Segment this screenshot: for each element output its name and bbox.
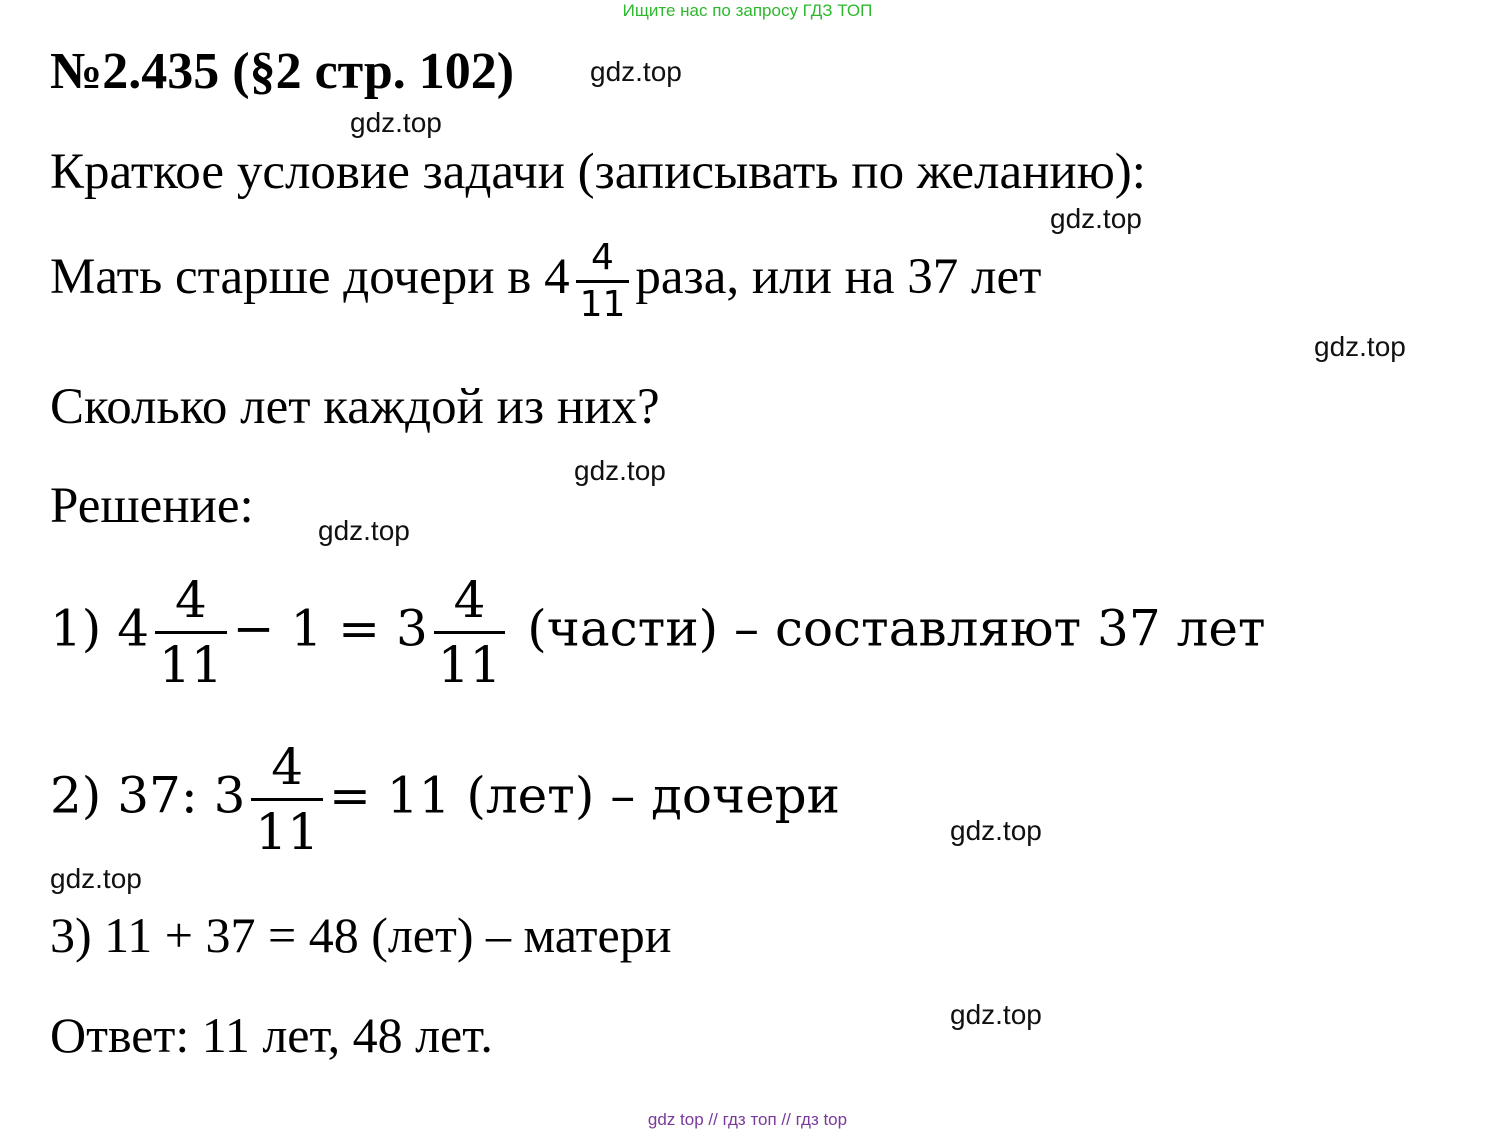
fraction-bar bbox=[434, 631, 506, 634]
step1-fraction-1 bbox=[155, 571, 227, 694]
fraction-bar bbox=[251, 798, 323, 801]
watermark: gdz.top bbox=[574, 455, 666, 486]
fraction-numerator: 4 bbox=[591, 237, 614, 278]
step2-suffix: = 11 (лет) – дочери bbox=[329, 766, 841, 825]
condition-heading: Краткое условие задачи (записывать по желанию): bbox=[50, 144, 1146, 200]
question: Сколько лет каждой из них? bbox=[50, 379, 660, 435]
watermark: gdz.top bbox=[350, 107, 442, 138]
step-3: 3) 11 + 37 = 48 (лет) – матери bbox=[50, 907, 672, 963]
step2-prefix: 2) 37: 3 bbox=[50, 766, 246, 825]
watermark: gdz.top bbox=[1050, 203, 1142, 234]
fraction-numerator: 4 bbox=[174, 571, 207, 629]
fraction-bar bbox=[155, 631, 227, 634]
step-2 bbox=[50, 738, 841, 861]
top-banner: Ищите нас по запросу ГДЗ ТОП bbox=[622, 1, 873, 20]
step2-fraction bbox=[251, 738, 323, 861]
watermark: gdz.top bbox=[950, 999, 1042, 1030]
fraction-denominator: 11 bbox=[159, 636, 223, 694]
watermark: gdz.top bbox=[590, 56, 682, 87]
fraction-bar bbox=[576, 280, 630, 283]
step1-prefix: 1) 4 bbox=[50, 599, 150, 658]
fraction-denominator: 11 bbox=[437, 636, 502, 694]
condition-before: Мать старше дочери в 4 bbox=[50, 249, 570, 306]
footer-links: gdz top // гдз топ // гдз top bbox=[647, 1110, 848, 1129]
condition-text bbox=[50, 237, 1042, 325]
condition-fraction bbox=[576, 237, 630, 325]
watermark: gdz.top bbox=[950, 815, 1042, 846]
watermark: gdz.top bbox=[50, 863, 142, 894]
solution-heading: Решение: bbox=[50, 478, 254, 534]
answer: Ответ: 11 лет, 48 лет. bbox=[50, 1007, 493, 1063]
fraction-denominator: 11 bbox=[255, 803, 320, 861]
fraction-numerator: 4 bbox=[271, 738, 304, 796]
watermark: gdz.top bbox=[318, 515, 410, 546]
fraction-denominator: 11 bbox=[579, 284, 626, 325]
step-1 bbox=[50, 571, 1266, 694]
condition-after: раза, или на 37 лет bbox=[635, 249, 1042, 306]
step1-fraction-2 bbox=[434, 571, 506, 694]
fraction-numerator: 4 bbox=[453, 571, 486, 629]
step1-middle: − 1 = 3 bbox=[232, 599, 428, 658]
watermark: gdz.top bbox=[1314, 331, 1406, 362]
step1-suffix: (части) – составляют 37 лет bbox=[527, 599, 1266, 658]
task-title: №2.435 (§2 стр. 102) bbox=[50, 43, 515, 100]
